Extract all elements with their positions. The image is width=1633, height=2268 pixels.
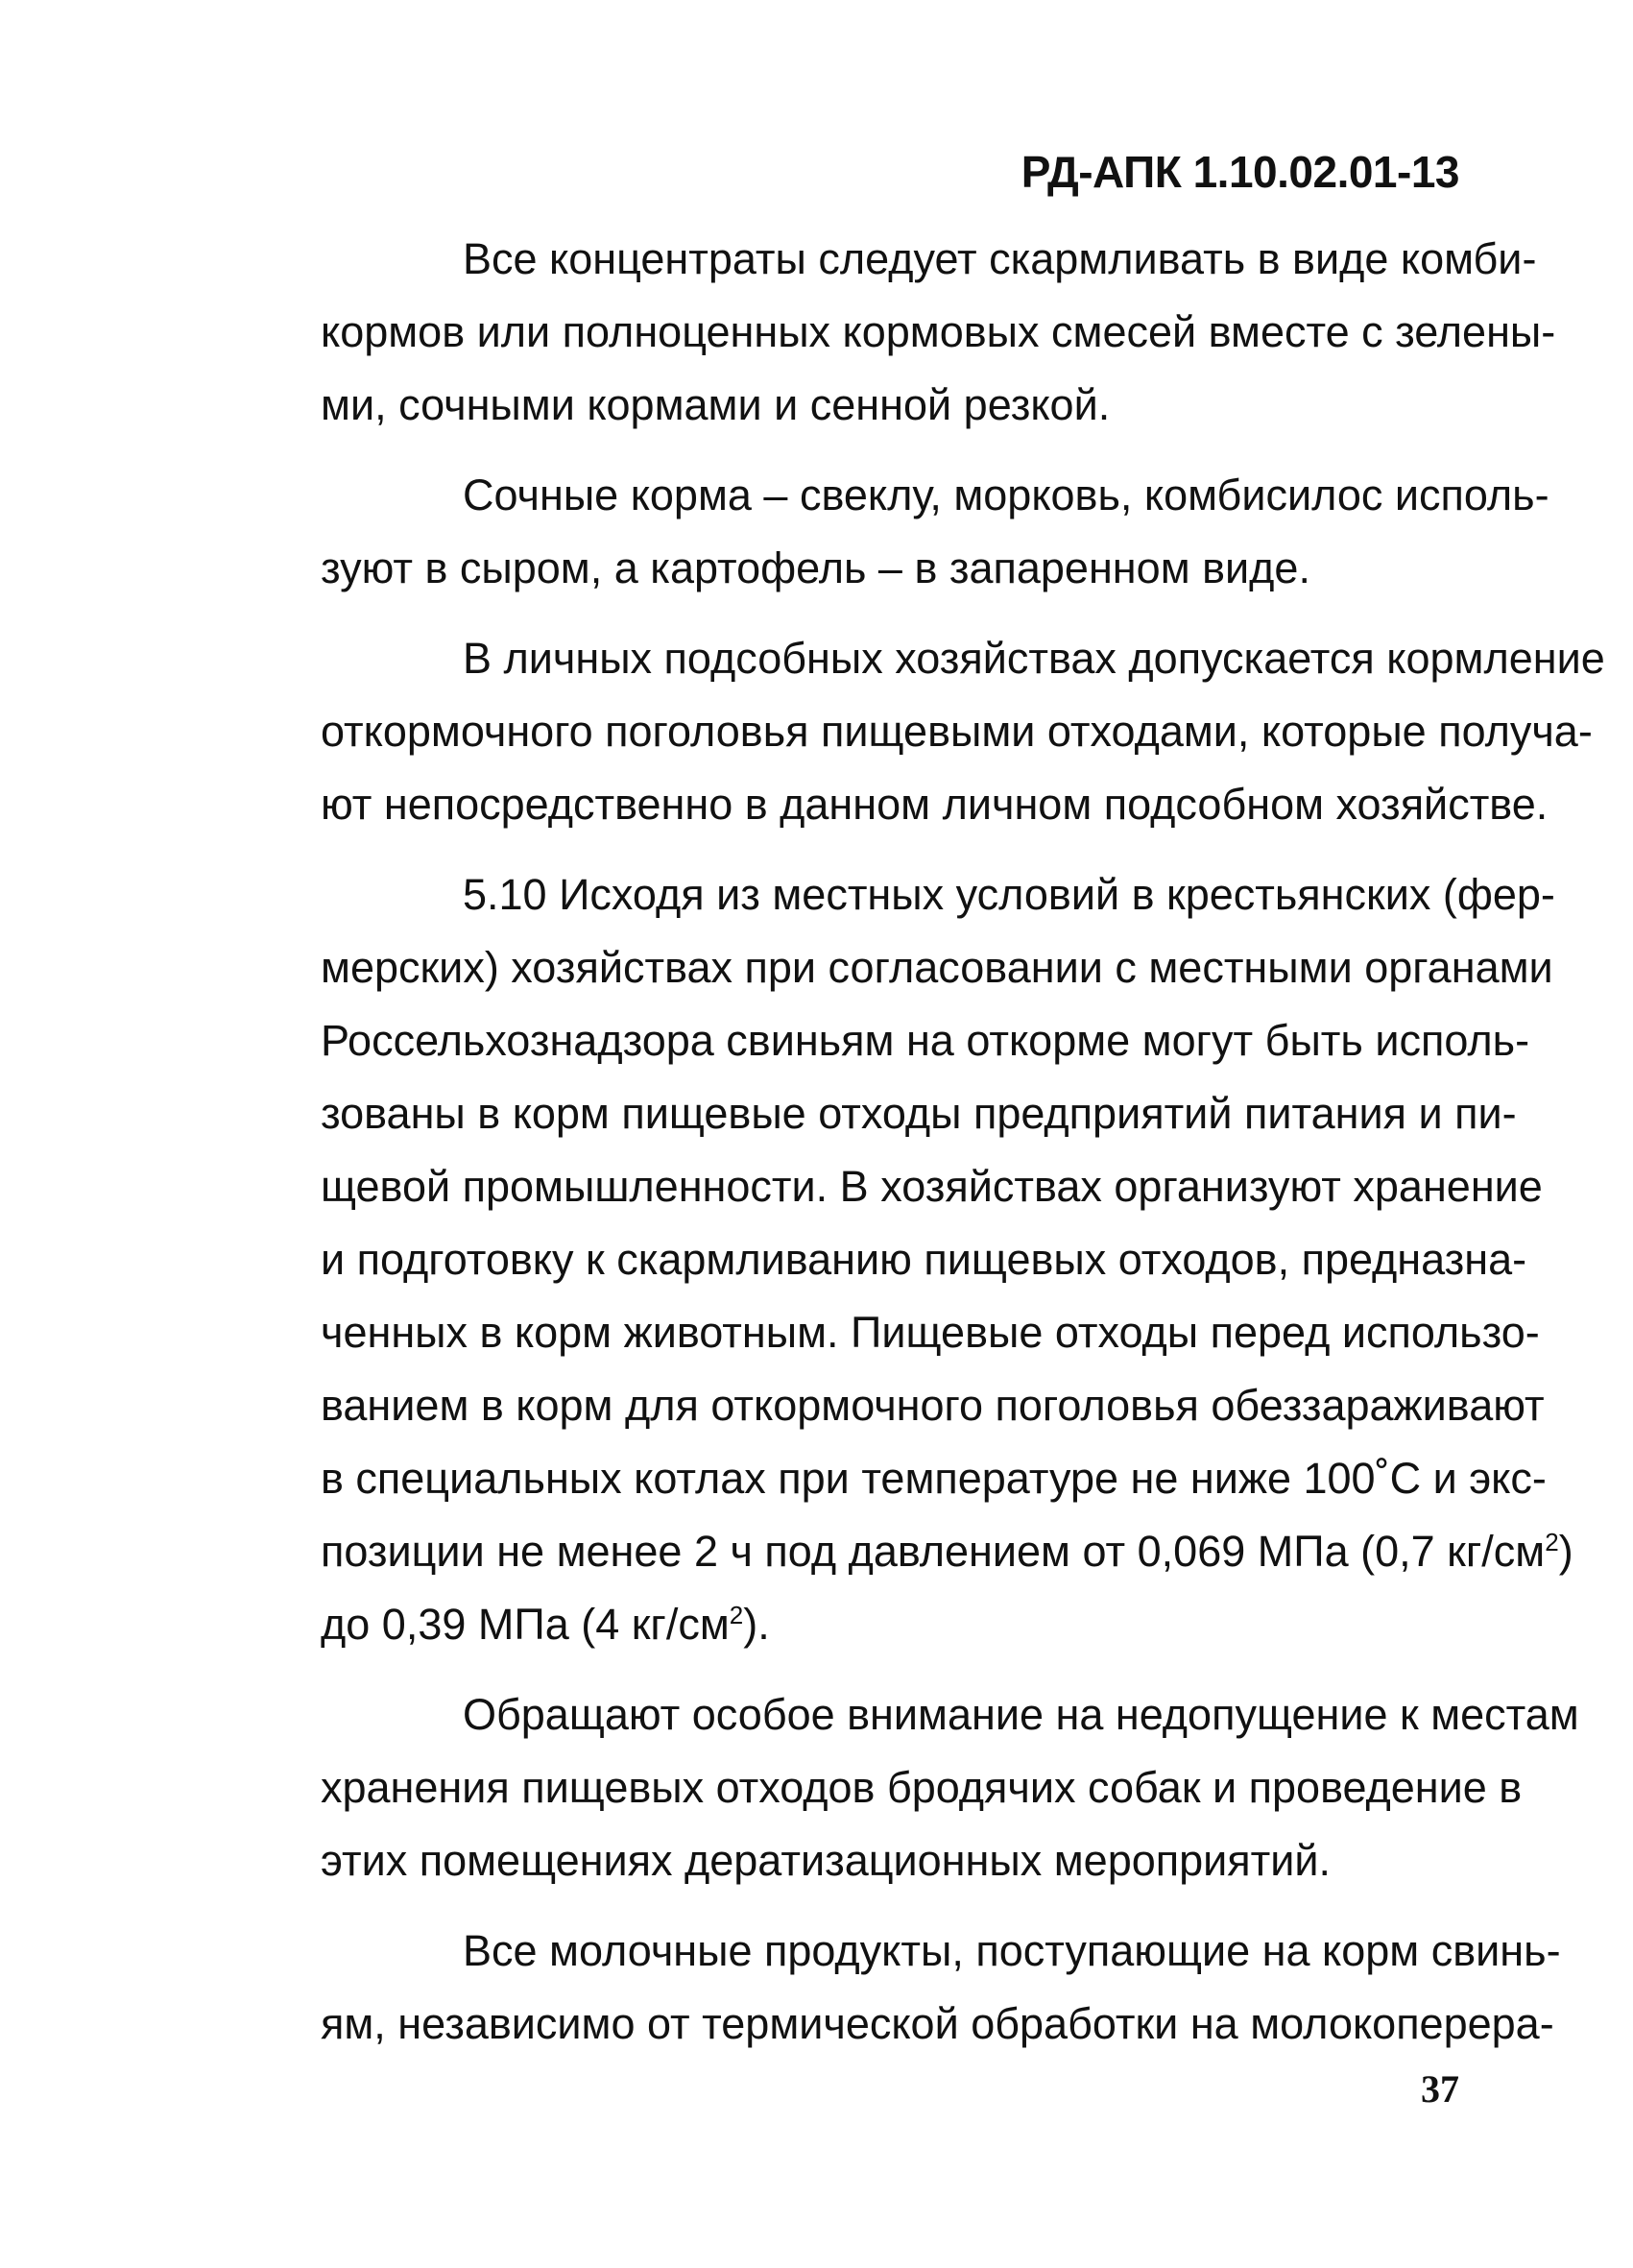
- text-line: В личных подсобных хозяйствах допускается кормление: [463, 634, 1605, 683]
- text-line: мерских) хозяйствах при согласовании с местными органами: [321, 943, 1553, 992]
- text-fragment: до 0,39 МПа (4 кг/см: [321, 1600, 730, 1649]
- text-line: ми, сочными кормами и сенной резкой.: [321, 380, 1111, 429]
- text-line: хранения пищевых отходов бродячих собак и проведение в: [321, 1763, 1523, 1812]
- text-line: 5.10 Исходя из местных условий в крестьянских (фер-: [463, 870, 1555, 919]
- body-text: [179, 223, 1605, 2078]
- text-line: Обращают особое внимание на недопущение к местам: [463, 1690, 1579, 1739]
- text-line: и подготовку к скармливанию пищевых отходов, предназна-: [321, 1235, 1527, 1284]
- paragraph-succulent-feed: [179, 459, 1549, 605]
- text-line: ванием в корм для откормочного поголовья обеззараживают: [321, 1381, 1545, 1430]
- text-line-pressure: [179, 1515, 1573, 1588]
- page-number: 37: [1421, 2067, 1459, 2111]
- text-line: Сочные корма – свеклу, морковь, комбисилос исполь-: [463, 470, 1549, 519]
- text-line: этих помещениях дератизационных мероприятий.: [321, 1836, 1332, 1885]
- text-line: ченных в корм животным. Пищевые отходы перед использо-: [321, 1308, 1540, 1357]
- text-line: зуют в сыром, а картофель – в запаренном виде.: [321, 543, 1310, 592]
- paragraph-stray-dogs: [179, 1678, 1579, 1897]
- document-code: РД-АПК 1.10.02.01-13: [1021, 147, 1459, 197]
- text-line: щевой промышленности. В хозяйствах организуют хранение: [321, 1162, 1543, 1211]
- text-line: кормов или полноценных кормовых смесей вместе с зелены-: [321, 307, 1556, 356]
- paragraph-concentrates: [179, 223, 1556, 442]
- text-line: в специальных котлах при температуре не ниже 100˚С и экс-: [321, 1454, 1547, 1503]
- paragraph-personal-farms: [179, 622, 1605, 841]
- superscript: 2: [1545, 1528, 1559, 1556]
- text-line: Все концентраты следует скармливать в виде комби-: [463, 234, 1537, 283]
- text-line: ям, независимо от термической обработки на молокоперера-: [321, 1999, 1554, 2048]
- text-line: зованы в корм пищевые отходы предприятий питания и пи-: [321, 1089, 1517, 1138]
- text-line: Все молочные продукты, поступающие на корм свинь-: [463, 1926, 1561, 1975]
- paragraph-dairy-products: [179, 1915, 1561, 2061]
- text-line: ют непосредственно в данном личном подсобном хозяйстве.: [321, 780, 1549, 829]
- text-line-pressure-end: [179, 1588, 1459, 1661]
- superscript: 2: [729, 1601, 744, 1629]
- text-line: откормочного поголовья пищевыми отходами, которые получа-: [321, 707, 1593, 756]
- text-fragment: позиции не менее 2 ч под давлением от 0,069 МПа (0,7 кг/см: [321, 1527, 1546, 1576]
- paragraph-section-5-10: [179, 858, 1573, 1661]
- text-fragment: ): [1558, 1527, 1573, 1576]
- text-line: Россельхознадзора свиньям на откорме могут быть исполь-: [321, 1016, 1530, 1065]
- text-fragment: ).: [743, 1600, 770, 1649]
